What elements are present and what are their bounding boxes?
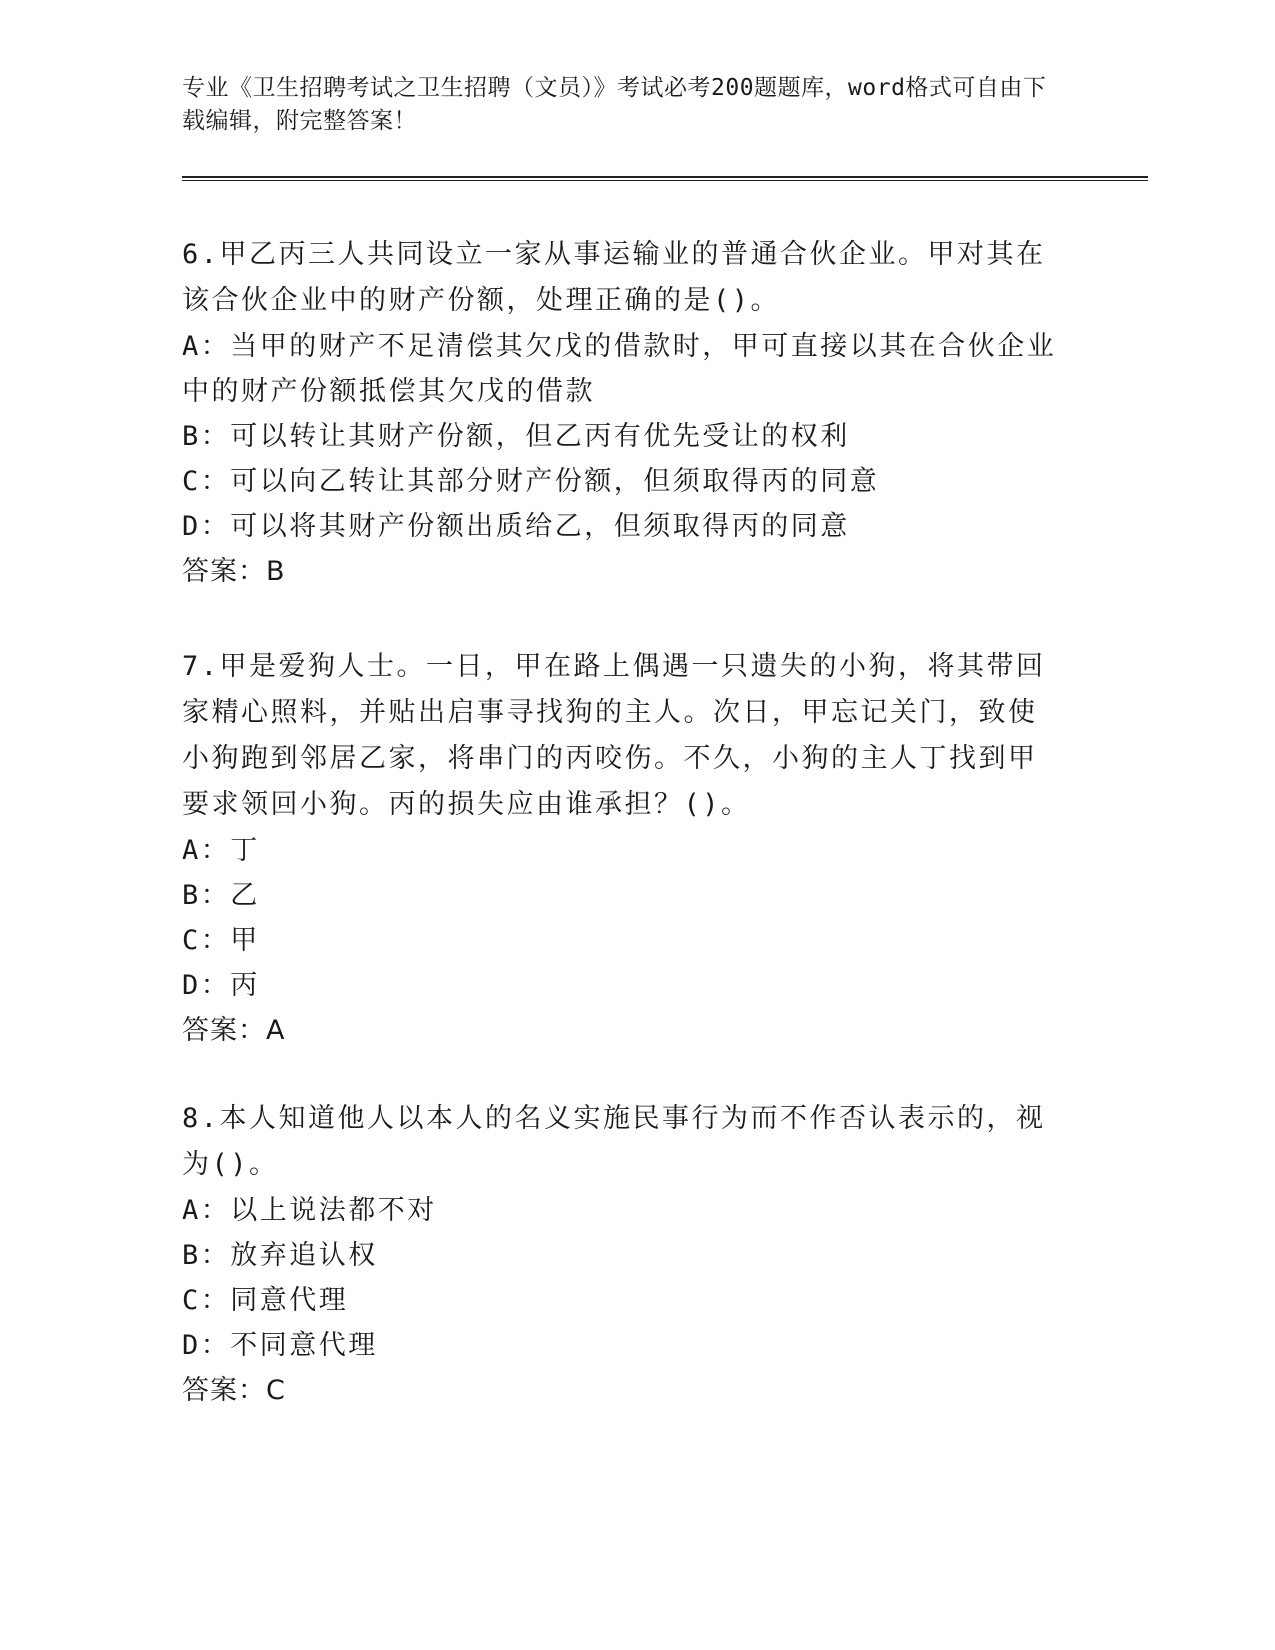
option-a: A：以上说法都不对: [182, 1195, 437, 1226]
option-b: B：放弃追认权: [182, 1240, 378, 1271]
option-d: D：可以将其财产份额出质给乙，但须取得丙的同意: [182, 511, 850, 542]
option-c: C：同意代理: [182, 1285, 349, 1316]
question-stem: 6.甲乙丙三人共同设立一家从事运输业的普通合伙企业。甲对其在该合伙企业中的财产份额，处理正确的是()。: [182, 239, 1046, 316]
answer-line: 答案：B: [182, 556, 286, 587]
option-a: A：丁: [182, 835, 260, 866]
option-d: D：不同意代理: [182, 1330, 378, 1361]
document-header: 专业《卫生招聘考试之卫生招聘（文员）》考试必考200题题库，word格式可自由下载编辑，附完整答案！: [182, 75, 1047, 134]
option-a: A：当甲的财产不足清偿其欠戊的借款时，甲可直接以其在合伙企业中的财产份额抵偿其欠戊的借款: [182, 331, 1057, 407]
header-divider: [182, 176, 1148, 181]
option-b: B：可以转让其财产份额，但乙丙有优先受让的权利: [182, 421, 850, 452]
question-6: [182, 232, 1062, 595]
answer-line: 答案：A: [182, 1015, 286, 1046]
question-stem: 8.本人知道他人以本人的名义实施民事行为而不作否认表示的，视为()。: [182, 1103, 1046, 1180]
question-stem: 7.甲是爱狗人士。一日，甲在路上偶遇一只遗失的小狗，将其带回家精心照料，并贴出启事寻找狗的主人。次日，甲忘记关门，致使小狗跑到邻居乙家，将串门的丙咬伤。不久，小狗的主人丁找到甲要求领回小狗。丙的损失应由谁承担？()。: [182, 651, 1046, 820]
option-c: C：甲: [182, 925, 260, 956]
question-8: [182, 1096, 1062, 1414]
answer-line: 答案：C: [182, 1375, 286, 1406]
option-b: B：乙: [182, 880, 260, 911]
option-c: C：可以向乙转让其部分财产份额，但须取得丙的同意: [182, 466, 880, 497]
question-7: [182, 644, 1062, 1054]
option-d: D：丙: [182, 970, 260, 1001]
